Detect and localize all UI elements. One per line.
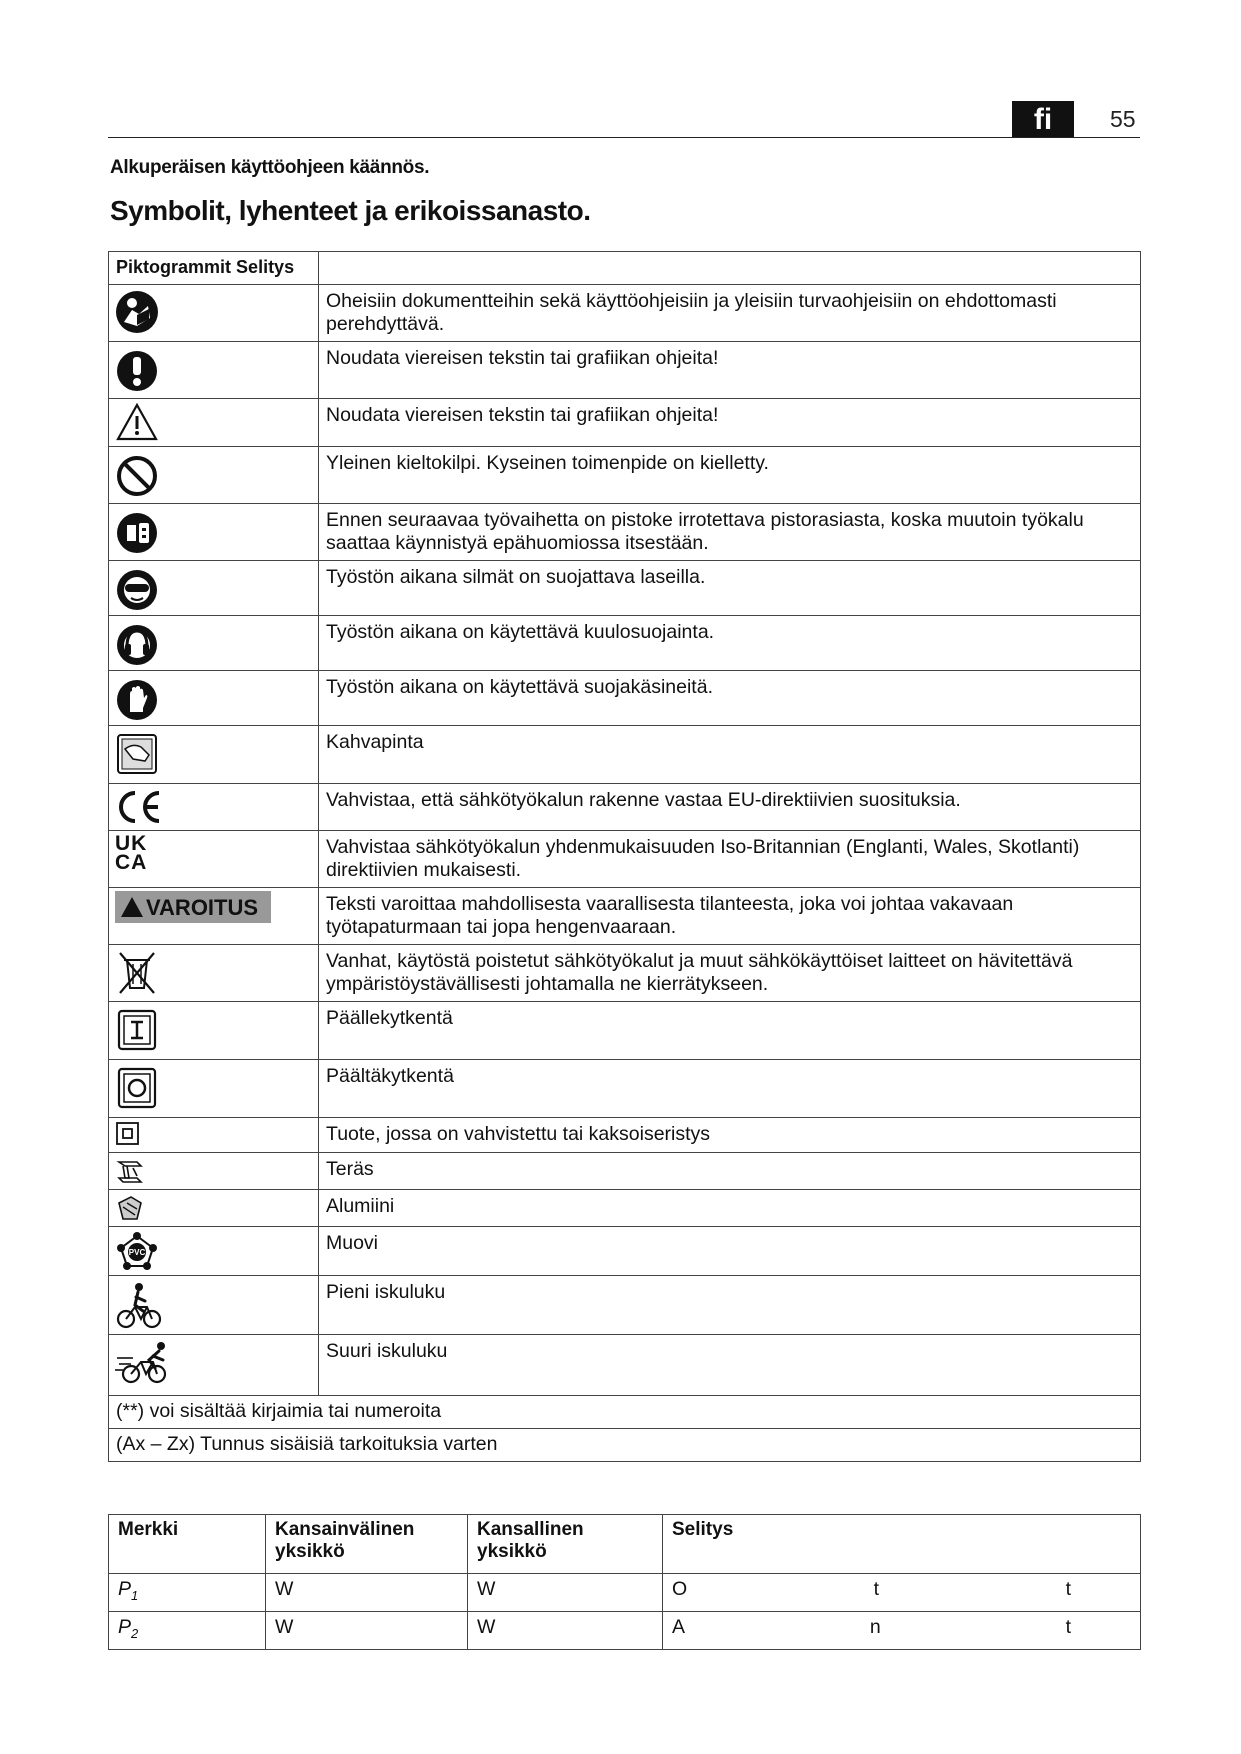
symbol-row [109,561,1141,616]
ukca-line-1: UK [115,832,148,855]
symbol-row [109,399,1141,447]
header-pictograms-label: Piktogrammit [116,257,232,277]
symbol-description: Päällekytkentä [319,1002,1141,1060]
symbol-icon-cell [109,888,319,945]
read-manual-icon [115,288,159,336]
footnote-row [109,1396,1141,1429]
symbol-row [109,616,1141,671]
symbol-row [109,1190,1141,1227]
symbol-row [109,888,1141,945]
symbol-description: Vahvistaa sähkötyökalun yhdenmukaisuuden Iso-Britannian (Englanti, Wales, Skotlanti) direktiivien mukaisesti. [319,831,1141,888]
prohibition-icon [115,450,159,498]
symbol-description: Suuri iskuluku [319,1335,1141,1396]
unit-symbol-cell [109,1612,266,1650]
symbol-row [109,1335,1141,1396]
symbol-description: Alumiini [319,1190,1141,1227]
explanation-fragment: t [1065,1578,1071,1600]
page-number: 55 [1110,106,1136,132]
symbol-row [109,1276,1141,1335]
national-unit: W [468,1574,663,1612]
symbol-icon-cell [109,945,319,1002]
slow-bicycle-icon [115,1279,163,1331]
explanation-fragment: A [672,1616,686,1638]
symbol-row [109,342,1141,399]
header-blank [319,252,1141,285]
symbol-icon-cell [109,399,319,447]
symbol-description: Vahvistaa, että sähkötyökalun rakenne vastaa EU-direktiivien suosituksia. [319,784,1141,831]
symbol-description: Ennen seuraavaa työvaihetta on pistoke irrotettava pistorasiasta, koska muutoin työkalu saattaa käynnistyä epähuomiossa itsestään. [319,504,1141,561]
header-explanation-label: Selitys [236,257,295,277]
fast-bicycle-icon [115,1338,175,1386]
international-unit: W [266,1574,468,1612]
symbol-description: Tuote, jossa on vahvistettu tai kaksoiseristys [319,1118,1141,1153]
symbol-description: Vanhat, käytöstä poistetut sähkötyökalut ja muut sähkökäyttöiset laitteet on hävitettävä ympäristöystävällisesti johtamalla ne kierrätykseen. [319,945,1141,1002]
symbol-icon-cell [109,504,319,561]
symbol-icon-cell [109,784,319,831]
symbol-description: Yleinen kieltokilpi. Kyseinen toimenpide on kielletty. [319,447,1141,504]
symbol-description: Noudata viereisen tekstin tai grafiikan ohjeita! [319,399,1141,447]
symbol-row [109,1153,1141,1190]
warning-label-text: VAROITUS [146,894,259,920]
symbol-icon-cell [109,1153,319,1190]
unit-explanation [663,1574,1141,1612]
language-badge: fi [1012,101,1074,138]
symbol-icon-cell [109,616,319,671]
symbol-icon-cell [109,1335,319,1396]
symbol-row [109,784,1141,831]
units-table [108,1514,1141,1650]
symbol-row [109,1118,1141,1153]
weee-bin-icon [115,948,159,996]
unit-symbol: P [118,1616,132,1638]
symbol-description: Noudata viereisen tekstin tai grafiikan ohjeita! [319,342,1141,399]
symbol-description: Kahvapinta [319,726,1141,784]
symbol-description: Työstön aikana on käytettävä kuulosuojainta. [319,616,1141,671]
grip-surface-icon [115,729,159,777]
symbol-description: Työstön aikana silmät on suojattava laseilla. [319,561,1141,616]
symbol-description: Oheisiin dokumentteihin sekä käyttöohjeisiin ja yleisiin turvaohjeisiin on ehdottomasti perehdyttävä. [319,285,1141,342]
symbols-table-header [109,252,1141,285]
international-unit: W [266,1612,468,1650]
units-table-row [109,1612,1141,1650]
header-international-unit: Kansainvälinen yksikkö [266,1515,468,1574]
symbol-icon-cell [109,1227,319,1276]
symbol-description: Teräs [319,1153,1141,1190]
document-subtitle: Alkuperäisen käyttöohjeen käännös. [110,157,430,178]
symbol-row [109,1227,1141,1276]
symbol-description: Muovi [319,1227,1141,1276]
header-rule [108,137,1140,138]
header-national-unit: Kansallinen yksikkö [468,1515,663,1574]
national-unit: W [468,1612,663,1650]
unit-symbol-sub: 1 [131,1588,139,1603]
warning-triangle-icon [115,402,159,442]
header-symbol: Merkki [109,1515,266,1574]
symbols-table [108,251,1141,1462]
ukca-line-2: CA [115,851,148,874]
switch-on-icon [115,1005,159,1053]
units-table-header [109,1515,1141,1574]
explanation-fragment: n [869,1616,881,1638]
explanation-fragment: t [1065,1616,1071,1638]
goggles-icon [115,564,159,612]
section-title: Symbolit, lyhenteet ja erikoissanasto. [110,195,591,226]
symbol-row [109,504,1141,561]
symbol-row [109,726,1141,784]
footnote-row [109,1429,1141,1462]
unit-symbol-cell [109,1574,266,1612]
symbol-row [109,447,1141,504]
symbol-icon-cell [109,831,319,888]
plastic-pvc-icon [115,1230,159,1272]
symbol-description: Teksti varoittaa mahdollisesta vaarallisesta tilanteesta, joka voi johtaa vakavaan työtapaturmaan tai jopa hengenvaaraan. [319,888,1141,945]
symbol-row [109,945,1141,1002]
symbol-icon-cell [109,1190,319,1227]
explanation-fragment: O [672,1578,688,1600]
symbol-icon-cell [109,726,319,784]
symbol-row [109,1060,1141,1118]
units-table-row [109,1574,1141,1612]
gloves-icon [115,674,159,722]
double-insulation-icon [115,1121,141,1147]
unit-symbol-sub: 2 [131,1626,139,1641]
symbol-description: Päältäkytkentä [319,1060,1141,1118]
header-explanation: Selitys [663,1515,1141,1574]
symbol-row [109,1002,1141,1060]
symbol-icon-cell [109,1060,319,1118]
aluminium-icon [115,1193,145,1223]
steel-icon [115,1156,145,1186]
unplug-icon [115,507,159,555]
symbol-icon-cell [109,1276,319,1335]
symbol-description: Pieni iskuluku [319,1276,1141,1335]
symbol-icon-cell [109,447,319,504]
symbol-icon-cell [109,1002,319,1060]
warning-label-icon [115,891,271,923]
symbol-icon-cell [109,1118,319,1153]
pvc-label: PVC [128,1248,146,1257]
symbol-description: Työstön aikana on käytettävä suojakäsineitä. [319,671,1141,726]
footnote-text: (**) voi sisältää kirjaimia tai numeroita [109,1396,1141,1429]
ear-protection-icon [115,619,159,667]
ce-mark-icon [115,787,165,827]
header-pictograms [109,252,319,285]
symbol-row [109,285,1141,342]
footnote-text: (Ax – Zx) Tunnus sisäisiä tarkoituksia varten [109,1429,1141,1462]
switch-off-icon [115,1063,159,1111]
warning-triangle-small-icon [121,897,143,917]
symbol-icon-cell [109,285,319,342]
symbol-icon-cell [109,671,319,726]
symbol-icon-cell [109,561,319,616]
symbol-row [109,831,1141,888]
ukca-mark-icon [115,834,312,872]
unit-explanation [663,1612,1141,1650]
unit-symbol: P [118,1578,132,1600]
symbol-icon-cell [109,342,319,399]
explanation-fragment: t [873,1578,880,1600]
symbol-row [109,671,1141,726]
exclamation-icon [115,345,159,393]
